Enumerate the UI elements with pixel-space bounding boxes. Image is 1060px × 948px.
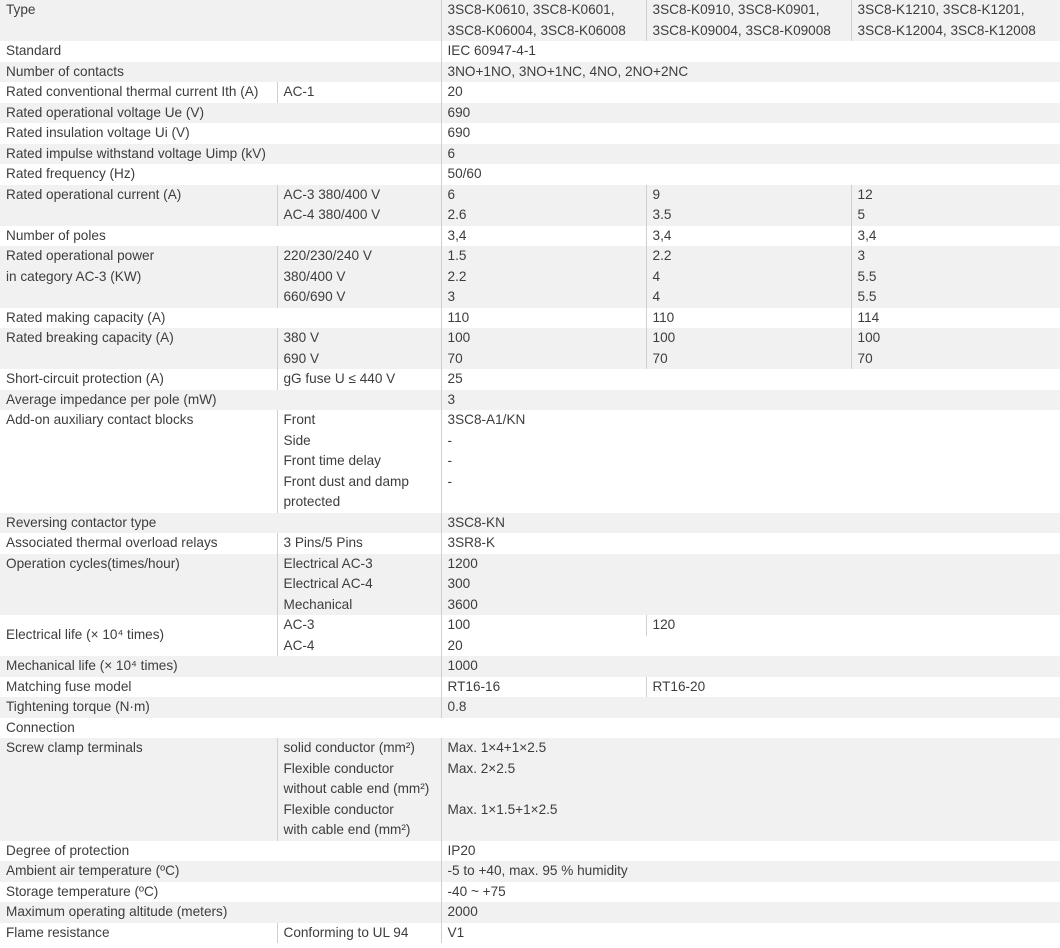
row-value: 3SC8-KN [441,513,1060,534]
row-label: Number of contacts [0,62,441,83]
row-value: 2000 [441,902,1060,923]
row-sublabel: Conforming to UL 94 [277,923,441,944]
row-label: in category AC-3 (KW) [0,267,277,308]
row-value: 1000 [441,656,1060,677]
table-row [0,390,1060,411]
row-value: 70 [646,349,851,370]
row-label: Mechanical life (× 10⁴ times) [0,656,441,677]
row-value: 3SC8-K0610, 3SC8-K0601, 3SC8-K06004, 3SC8-K06008 [441,0,646,41]
row-label: Number of poles [0,226,441,247]
row-value: 3NO+1NO, 3NO+1NC, 4NO, 2NO+2NC [441,62,1060,83]
row-value: 3 [441,287,646,308]
row-label: Screw clamp terminals [0,738,277,841]
row-value: Max. 1×4+1×2.5 [441,738,1060,759]
table-row [0,103,1060,124]
row-sublabel: Flexible conductor with cable end (mm²) [277,800,441,841]
row-sublabel: 660/690 V [277,287,441,308]
row-label: Operation cycles(times/hour) [0,554,277,616]
row-value: 70 [441,349,646,370]
row-sublabel: Front dust and damp protected [277,472,441,513]
table-row [0,513,1060,534]
row-value: 12 [851,185,1060,206]
row-label: Reversing contactor type [0,513,441,534]
row-label: Short-circuit protection (A) [0,369,277,390]
table-row [0,615,1060,636]
row-value: 5.5 [851,267,1060,288]
row-value: 3SC8-A1/KN [441,410,1060,431]
row-value: 100 [646,328,851,349]
row-label: Tightening torque (N·m) [0,697,441,718]
row-value: -5 to +40, max. 95 % humidity [441,861,1060,882]
table-row [0,185,1060,206]
table-row [0,144,1060,165]
row-label: Rated insulation voltage Ui (V) [0,123,441,144]
row-value: 100 [441,328,646,349]
row-sublabel: Front time delay [277,451,441,472]
row-label: Ambient air temperature (ºC) [0,861,441,882]
row-sublabel: AC-3 [277,615,441,636]
row-value: -40 ~ +75 [441,882,1060,903]
table-row [0,0,1060,41]
row-value: 3,4 [441,226,646,247]
row-value: 690 [441,103,1060,124]
row-sublabel: 380/400 V [277,267,441,288]
table-row [0,841,1060,862]
row-sublabel: Flexible conductor without cable end (mm²) [277,759,441,800]
table-row [0,697,1060,718]
row-sublabel: Mechanical [277,595,441,616]
row-value: 3SC8-K0910, 3SC8-K0901, 3SC8-K09004, 3SC8-K09008 [646,0,851,41]
table-row [0,82,1060,103]
row-label: Associated thermal overload relays [0,533,277,554]
row-value: 100 [441,615,646,636]
row-value: 1200 [441,554,1060,575]
row-sublabel: 220/230/240 V [277,246,441,267]
row-value: 110 [441,308,646,329]
table-row [0,902,1060,923]
table-row [0,246,1060,267]
row-value: IP20 [441,841,1060,862]
row-value: 300 [441,574,1060,595]
row-value: 5.5 [851,287,1060,308]
row-value: RT16-16 [441,677,646,698]
table-row [0,554,1060,575]
row-value: 1.5 [441,246,646,267]
row-value: 110 [646,308,851,329]
table-row [0,738,1060,759]
row-value: 20 [441,82,1060,103]
table-row [0,369,1060,390]
row-value: IEC 60947-4-1 [441,41,1060,62]
row-sublabel: Side [277,431,441,452]
row-label: Storage temperature (ºC) [0,882,441,903]
row-value: V1 [441,923,1060,944]
row-sublabel: Front [277,410,441,431]
row-label: Flame resistance [0,923,277,944]
table-row [0,164,1060,185]
row-value: Max. 1×1.5+1×2.5 [441,800,1060,841]
row-label: Standard [0,41,441,62]
row-label: Rated operational voltage Ue (V) [0,103,441,124]
row-value: 690 [441,123,1060,144]
table-row [0,656,1060,677]
row-value: 25 [441,369,1060,390]
row-value: 100 [851,328,1060,349]
row-value: 120 [646,615,1060,636]
row-value: - [441,451,1060,472]
row-label: Maximum operating altitude (meters) [0,902,441,923]
table-row [0,123,1060,144]
row-value: 9 [646,185,851,206]
row-label: Connection [0,718,1060,739]
row-label: Matching fuse model [0,677,441,698]
row-value: 3.5 [646,205,851,226]
row-value: RT16-20 [646,677,1060,698]
row-label: Type [0,0,441,41]
row-value: 50/60 [441,164,1060,185]
row-sublabel: 380 V [277,328,441,349]
row-label: Rated breaking capacity (A) [0,328,277,369]
row-value: 3 [441,390,1060,411]
row-sublabel: 3 Pins/5 Pins [277,533,441,554]
row-value: 3SC8-K1210, 3SC8-K1201, 3SC8-K12004, 3SC8-K12008 [851,0,1060,41]
row-sublabel: 690 V [277,349,441,370]
row-value: 0.8 [441,697,1060,718]
row-label: Degree of protection [0,841,441,862]
row-label: Rated conventional thermal current Ith (A) [0,82,277,103]
row-value: 3,4 [851,226,1060,247]
row-value: 4 [646,267,851,288]
row-value: 3600 [441,595,1060,616]
row-value: 3SR8-K [441,533,1060,554]
table-row [0,226,1060,247]
row-value: 2.2 [441,267,646,288]
row-value: 3 [851,246,1060,267]
row-value: 6 [441,144,1060,165]
row-sublabel: AC-4 380/400 V [277,205,441,226]
row-value: 70 [851,349,1060,370]
table-row [0,62,1060,83]
table-row [0,861,1060,882]
row-label: Rated operational current (A) [0,185,277,226]
row-label: Rated impulse withstand voltage Uimp (kV) [0,144,441,165]
row-value: 2.6 [441,205,646,226]
row-label: Add-on auxiliary contact blocks [0,410,277,513]
row-value: 3,4 [646,226,851,247]
row-value: 5 [851,205,1060,226]
row-value: 20 [441,636,1060,657]
row-sublabel: solid conductor (mm²) [277,738,441,759]
table-row [0,533,1060,554]
row-label: Rated making capacity (A) [0,308,441,329]
row-sublabel: gG fuse U ≤ 440 V [277,369,441,390]
table-row [0,718,1060,739]
row-sublabel: AC-1 [277,82,441,103]
row-sublabel: AC-3 380/400 V [277,185,441,206]
table-row [0,410,1060,431]
row-label: Electrical life (× 10⁴ times) [0,615,277,656]
row-value: - [441,431,1060,452]
table-row [0,882,1060,903]
row-sublabel: Electrical AC-3 [277,554,441,575]
row-sublabel: AC-4 [277,636,441,657]
table-row [0,923,1060,944]
row-value: Max. 2×2.5 [441,759,1060,800]
row-label: Rated operational power [0,246,277,267]
row-value: 114 [851,308,1060,329]
row-value: 4 [646,287,851,308]
table-row [0,41,1060,62]
table-row [0,677,1060,698]
row-value: 6 [441,185,646,206]
table-row [0,328,1060,349]
table-row [0,267,1060,288]
row-value: 2.2 [646,246,851,267]
table-row [0,308,1060,329]
row-label: Average impedance per pole (mW) [0,390,441,411]
row-label: Rated frequency (Hz) [0,164,441,185]
row-sublabel: Electrical AC-4 [277,574,441,595]
row-value: - [441,472,1060,513]
